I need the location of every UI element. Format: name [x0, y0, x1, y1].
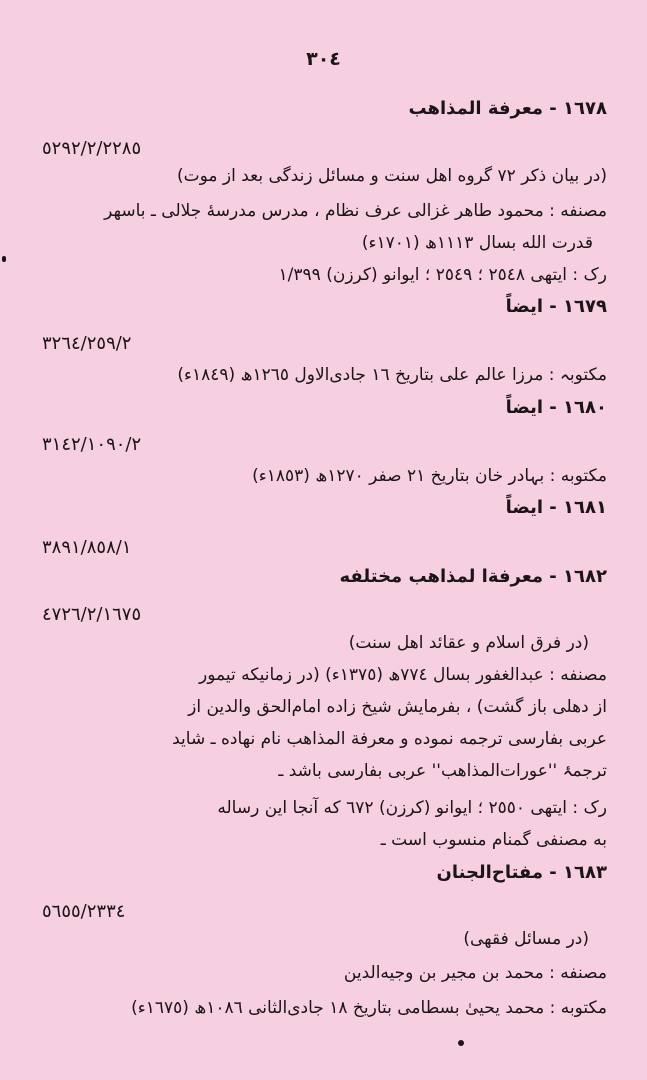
page-number: ٣٠٤	[306, 48, 341, 70]
entry-heading: ١٦٨١ - ایضاً	[505, 497, 607, 518]
entry-line: (در مسائل فقهی)	[463, 929, 589, 949]
entry-number: ٣١٤٢/١٠٩٠/٢	[42, 434, 142, 455]
entry-line: مصنفه : عبدالغفور بسال ٧٧٤ھ (١٣٧٥ء) (در زمانیکه تیمور	[199, 665, 607, 685]
entry-heading: ١٦٨٠ - ایضاً	[505, 397, 607, 418]
entry-line: مکتوبه : بہادر خان بتاریخ ٢١ صفر ١٢٧٠ھ (١٨٥٣ء)	[252, 466, 607, 486]
entry-number: ٤٧٢٦/٢/١٦٧٥	[42, 604, 142, 625]
entry-line: (در بیان ذکر ٧٢ گروه اهل سنت و مسائل زندگی بعد از موت)	[176, 166, 607, 186]
entry-line: رک : ایتھی ٢٥٥٠ ؛ ایوانو (کرزن) ٦٧٢ که آنجا این رساله	[217, 798, 607, 818]
entry-line: قدرت الله بسال ١١١٣ھ (١٧٠١ء)	[361, 233, 593, 253]
entry-heading: ١٦٧٨ - معرفة المذاهب	[408, 98, 607, 119]
ink-dot	[458, 1040, 464, 1046]
entry-number: ٣٨٩١/٨٥٨/١	[42, 537, 132, 558]
entry-number: ٥٦٥٥/٢٣٣٤	[42, 901, 126, 922]
entry-number: ٣٢٦٤/٢٥٩/٢	[42, 333, 132, 354]
entry-line: رک : ایتھی ٢٥٤٨ ؛ ٢٥٤٩ ؛ ایوانو (کرزن) ١/٣٩٩	[278, 265, 607, 285]
entry-line: ترجمۂ ''عورات‌المذاهب'' عربی بفارسی باشد ـ	[278, 761, 607, 781]
entry-line: مکتوبه : محمد یحییٰ بسطامی بتاریخ ١٨ جادی‌الثانی ١٠٨٦ھ (١٦٧٥ء)	[131, 998, 607, 1018]
entry-line: مکتوبہ : مرزا عالم علی بتاریخ ١٦ جادی‌الاول ١٢٦٥ھ (١٨٤٩ء)	[177, 365, 607, 385]
entry-number: ٥٢٩٢/٢/٢٢٨٥	[42, 138, 142, 159]
entry-heading: ١٦٧٩ - ایضاً	[505, 296, 607, 317]
entry-line: (در فرق اسلام و عقائد اهل سنت)	[348, 633, 589, 653]
entry-line: عربی بفارسی ترجمه نموده و معرفة المذاهب نام نهاده ـ شاید	[172, 729, 607, 749]
entry-heading: ١٦٨٣ - مفتاح‌الجنان	[436, 862, 607, 883]
entry-line: مصنفه : محمد بن مجیر بن وجیه‌الدین	[343, 963, 607, 983]
entry-line: از دهلی باز گشت) ، بفرمایش شیخ زاده امام‌الحق والدین از	[188, 697, 607, 717]
entry-line: مصنفه : محمود طاهر غزالی عرف نظام ، مدرس مدرسهٔ جلالی ـ باسهر	[104, 201, 607, 221]
margin-mark	[2, 256, 6, 262]
entry-heading: ١٦٨٢ - معرفةا لمذاهب مختلفه	[339, 566, 607, 587]
entry-line: به مصنفی گمنام منسوب است ـ	[380, 830, 607, 850]
